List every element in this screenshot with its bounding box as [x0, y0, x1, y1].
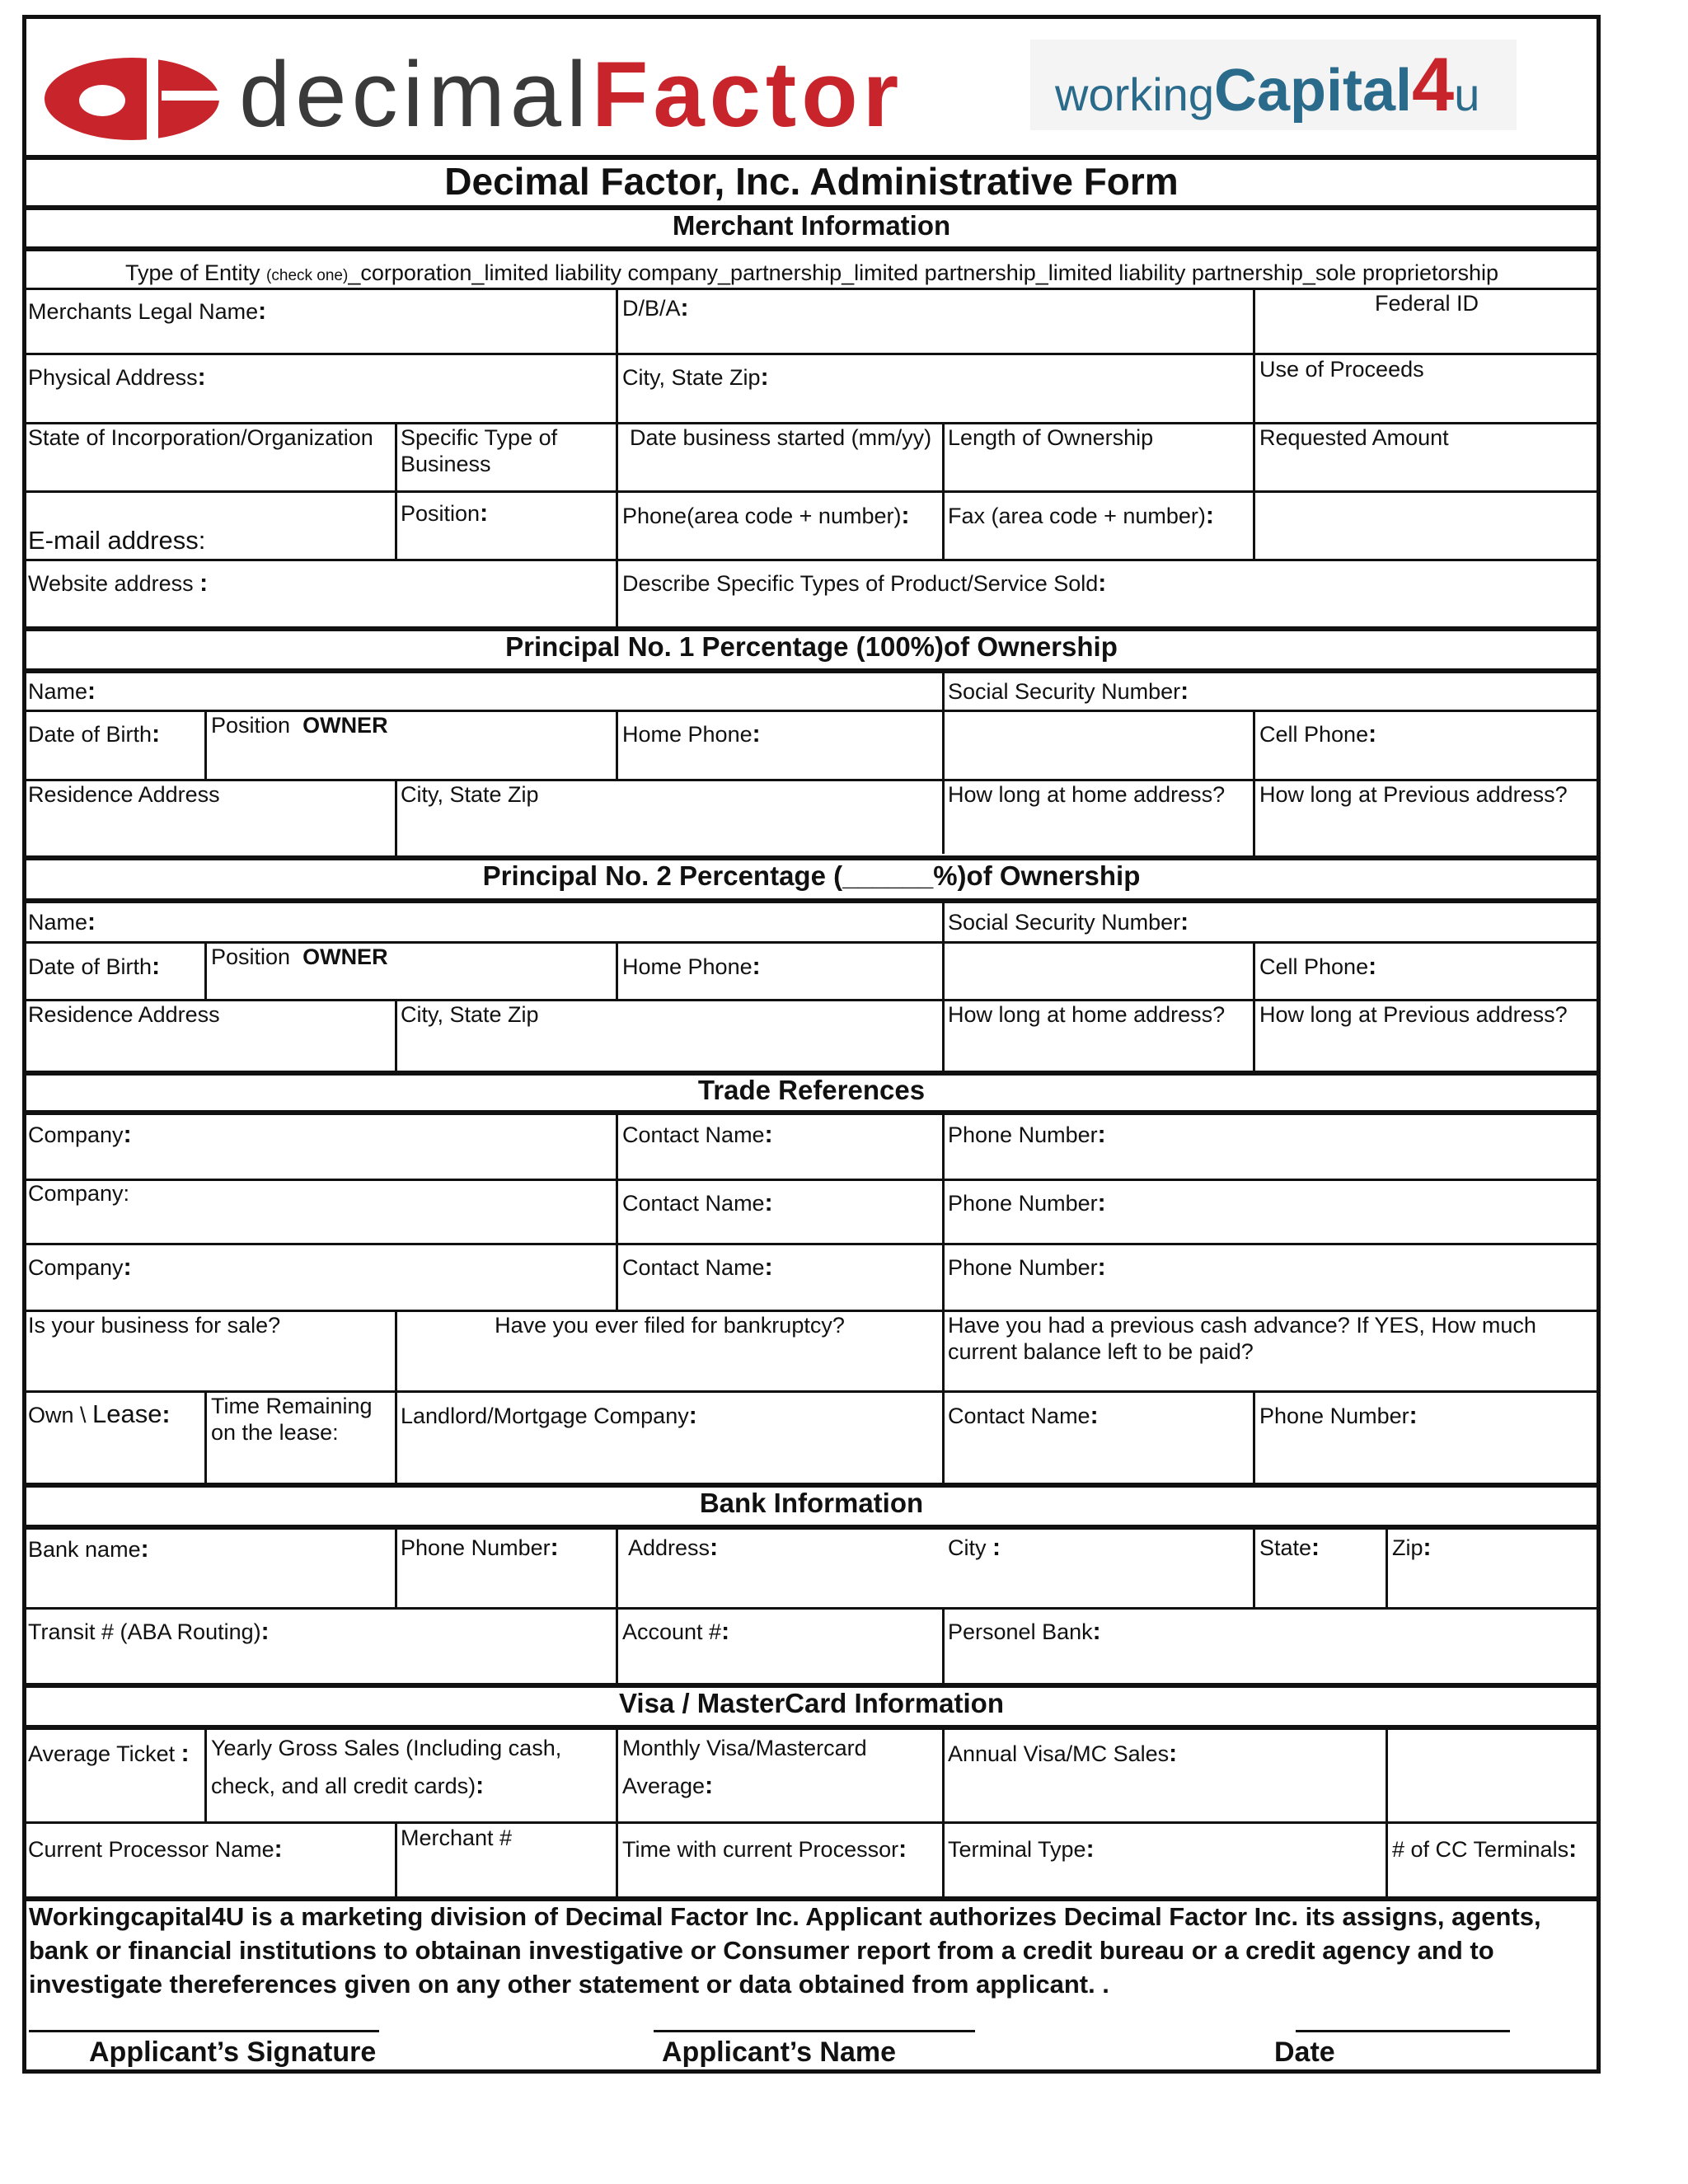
bank-city-field[interactable]: City : — [948, 1534, 1001, 1561]
fax-field[interactable]: Fax (area code + number): — [948, 502, 1214, 529]
trade1-phone-field[interactable]: Phone Number: — [948, 1121, 1106, 1148]
current-processor-field[interactable]: Current Processor Name: — [28, 1835, 283, 1863]
principal2-residence-field[interactable]: Residence Address — [28, 1002, 220, 1027]
principal2-ssn-field[interactable]: Social Security Number: — [948, 908, 1189, 935]
decimalfactor-logo — [41, 45, 973, 152]
monthly-visa-average-field[interactable]: Monthly Visa/Mastercard Average: — [622, 1736, 867, 1799]
merchant-number-field[interactable]: Merchant # — [401, 1825, 513, 1850]
email-address-field[interactable]: E-mail address: — [28, 526, 206, 555]
cc-terminals-field[interactable]: # of CC Terminals: — [1392, 1835, 1578, 1863]
principal2-city-state-zip-field[interactable]: City, State Zip — [401, 1002, 539, 1027]
decimalfactor-logo-mark-icon — [41, 49, 223, 148]
federal-id-field[interactable]: Federal ID — [1375, 291, 1479, 316]
trade2-phone-field[interactable]: Phone Number: — [948, 1189, 1106, 1216]
position-field[interactable]: Position: — [401, 499, 489, 527]
trade3-company-field[interactable]: Company: — [28, 1254, 132, 1281]
annual-visa-sales-field[interactable]: Annual Visa/MC Sales: — [948, 1740, 1178, 1767]
bank-phone-field[interactable]: Phone Number: — [401, 1534, 559, 1561]
logo-working-text: working — [1055, 68, 1214, 120]
lease-contact-name-field[interactable]: Contact Name: — [948, 1402, 1099, 1429]
time-remaining-lease-field[interactable]: Time Remaining on the lease: — [211, 1394, 373, 1445]
bank-state-field[interactable]: State: — [1259, 1534, 1320, 1561]
date-label: Date — [1274, 2036, 1335, 2068]
length-of-ownership-field[interactable]: Length of Ownership — [948, 425, 1154, 450]
blank-visa-cell[interactable] — [1388, 1727, 1598, 1821]
account-number-field[interactable]: Account #: — [622, 1618, 730, 1645]
workingcapital4u-logo — [1030, 40, 1517, 130]
principal1-home-phone-field[interactable]: Home Phone: — [622, 720, 761, 748]
name-line[interactable] — [654, 2030, 975, 2032]
logo-factor-text: Factor — [591, 43, 904, 146]
section-trade-references: Trade References — [697, 1075, 926, 1105]
merchant-city-state-zip-field[interactable]: City, State Zip: — [622, 363, 769, 391]
principal1-how-long-home-field[interactable]: How long at home address? — [948, 782, 1226, 807]
describe-products-field[interactable]: Describe Specific Types of Product/Service Sold: — [622, 569, 1107, 597]
logo-u-text: u — [1454, 68, 1480, 120]
bank-zip-field[interactable]: Zip: — [1392, 1534, 1432, 1561]
specific-type-business-field[interactable]: Specific Type of Business — [401, 425, 558, 476]
transit-routing-field[interactable]: Transit # (ABA Routing): — [28, 1618, 270, 1645]
logo-decimal-text: decimal — [239, 43, 592, 146]
yearly-gross-sales-field[interactable]: Yearly Gross Sales (Including cash, check, and all credit cards): — [211, 1736, 562, 1799]
trade3-phone-field[interactable]: Phone Number: — [948, 1254, 1106, 1281]
section-principal-1: Principal No. 1 Percentage (100%)of Ownership — [505, 631, 1118, 662]
website-address-field[interactable]: Website address : — [28, 569, 209, 597]
landlord-mortgage-field[interactable]: Landlord/Mortgage Company: — [401, 1402, 697, 1429]
principal1-city-state-zip-field[interactable]: City, State Zip — [401, 782, 539, 807]
principal2-home-phone-field[interactable]: Home Phone: — [622, 953, 761, 980]
date-line[interactable] — [1296, 2030, 1510, 2032]
section-bank-information: Bank Information — [699, 1488, 924, 1518]
principal1-dob-field[interactable]: Date of Birth: — [28, 720, 161, 748]
logo-4-text: 4 — [1412, 43, 1455, 127]
date-business-started-field[interactable]: Date business started (mm/yy) — [630, 425, 932, 450]
trade2-company-field[interactable]: Company: — [28, 1181, 130, 1206]
applicant-name-label: Applicant’s Name — [662, 2036, 897, 2068]
applicant-signature-label: Applicant’s Signature — [89, 2036, 377, 2068]
phone-field[interactable]: Phone(area code + number): — [622, 502, 910, 529]
principal1-ssn-field[interactable]: Social Security Number: — [948, 677, 1189, 705]
type-of-entity: Type of Entity (check one)_corporation_limited liability company_partnership_limited partnership_limited liability partnership_sole proprietorship — [124, 260, 1499, 285]
merchant-legal-name-field[interactable]: Merchants Legal Name: — [28, 298, 267, 325]
principal2-name-field[interactable]: Name: — [28, 908, 96, 935]
principal1-how-long-prev-field[interactable]: How long at Previous address? — [1259, 782, 1568, 807]
entity-options[interactable]: _corporation_limited liability company_partnership_limited partnership_limited liability partnership_sole proprietorship — [348, 260, 1499, 285]
principal1-residence-field[interactable]: Residence Address — [28, 782, 220, 807]
time-with-processor-field[interactable]: Time with current Processor: — [622, 1835, 907, 1863]
dba-field[interactable]: D/B/A: — [622, 294, 689, 321]
principal2-dob-field[interactable]: Date of Birth: — [28, 953, 161, 980]
bank-address-field[interactable]: Address: — [628, 1534, 719, 1561]
bank-name-field[interactable]: Bank name: — [28, 1535, 149, 1563]
trade1-contact-field[interactable]: Contact Name: — [622, 1121, 773, 1148]
business-for-sale-field[interactable]: Is your business for sale? — [28, 1313, 281, 1338]
principal1-position-field[interactable]: Position OWNER — [211, 713, 388, 738]
use-of-proceeds-field[interactable]: Use of Proceeds — [1259, 357, 1424, 382]
trade2-contact-field[interactable]: Contact Name: — [622, 1189, 773, 1216]
logo-capital-text: Capital — [1213, 58, 1413, 124]
bankruptcy-field[interactable]: Have you ever filed for bankruptcy? — [495, 1313, 845, 1338]
principal2-cell-phone-field[interactable]: Cell Phone: — [1259, 953, 1377, 980]
principal1-cell-phone-field[interactable]: Cell Phone: — [1259, 720, 1377, 748]
form-title: Decimal Factor, Inc. Administrative Form — [444, 160, 1179, 203]
principal2-position-field[interactable]: Position OWNER — [211, 944, 388, 969]
personel-bank-field[interactable]: Personel Bank: — [948, 1618, 1101, 1645]
section-visa-mastercard: Visa / MasterCard Information — [618, 1688, 1004, 1718]
principal1-name-field[interactable]: Name: — [28, 677, 96, 705]
own-lease-field[interactable]: Own \ Lease: — [28, 1399, 171, 1428]
requested-amount-field[interactable]: Requested Amount — [1259, 425, 1449, 450]
previous-cash-advance-field[interactable]: Have you had a previous cash advance? If YES, How much current balance left to be paid? — [948, 1313, 1536, 1364]
physical-address-field[interactable]: Physical Address: — [28, 363, 206, 391]
authorization-notice: Workingcapital4U is a marketing division of Decimal Factor Inc. Applicant authorizes Decimal Factor Inc. its assigns, agents, bank or financial institutions to obtainan investigative or Consumer report from a credit bureau or a credit agency and to investigate thereferences given on any other statement or data obtained from applicant. . — [29, 1902, 1541, 1999]
terminal-type-field[interactable]: Terminal Type: — [948, 1835, 1095, 1863]
section-merchant-information: Merchant Information — [672, 210, 951, 241]
trade1-company-field[interactable]: Company: — [28, 1121, 132, 1148]
state-incorporation-field[interactable]: State of Incorporation/Organization — [28, 425, 373, 450]
lease-phone-field[interactable]: Phone Number: — [1259, 1402, 1418, 1429]
section-principal-2: Principal No. 2 Percentage (______%)of Ownership — [482, 860, 1141, 891]
principal2-how-long-home-field[interactable]: How long at home address? — [948, 1002, 1226, 1027]
trade3-contact-field[interactable]: Contact Name: — [622, 1254, 773, 1281]
signature-line[interactable] — [29, 2030, 379, 2032]
principal2-how-long-prev-field[interactable]: How long at Previous address? — [1259, 1002, 1568, 1027]
average-ticket-field[interactable]: Average Ticket : — [28, 1740, 190, 1767]
